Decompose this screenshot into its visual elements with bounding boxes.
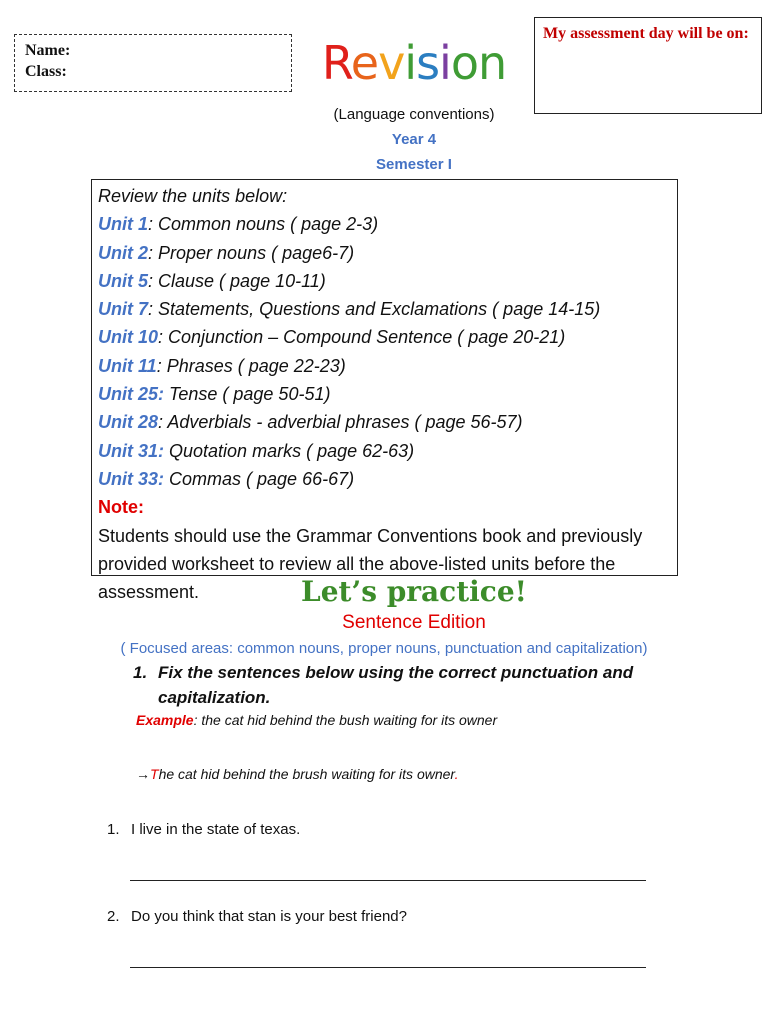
unit-name: Unit 7	[98, 299, 149, 320]
note-text: Students should use the Grammar Conventions book and previously provided worksheet to review all the above-listed units before the assessment.	[98, 525, 643, 602]
unit-item	[98, 323, 671, 351]
title-letter: n	[477, 36, 507, 90]
unit-name: Unit 1	[98, 214, 149, 235]
corrected-example	[136, 764, 458, 784]
title-letter: o	[450, 36, 478, 90]
name-label: Name:	[25, 42, 71, 59]
question-number: 2.	[107, 908, 120, 925]
instruction-number: 1.	[133, 663, 148, 682]
title-letter: R	[321, 36, 351, 90]
note-label: Note:	[98, 497, 144, 518]
unit-description: : Clause ( page 10-11)	[148, 270, 326, 291]
assessment-day-box	[534, 17, 762, 114]
unit-name: Unit 28	[98, 412, 159, 433]
review-intro: Review the units below:	[98, 186, 288, 206]
corrected-period: .	[454, 766, 459, 782]
practice-heading: Let’s practice!	[301, 575, 527, 608]
title-letter: v	[378, 36, 405, 90]
unit-name: Unit 5	[98, 270, 149, 291]
focused-areas: ( Focused areas: common nouns, proper nouns, punctuation and capitalization)	[120, 640, 648, 657]
unit-name: Unit 11	[98, 355, 157, 376]
question-text: I live in the state of texas.	[131, 821, 301, 838]
title-letter: i	[404, 36, 417, 90]
semester-label: Semester I	[376, 156, 452, 173]
example-text: : the cat hid behind the bush waiting for its owner	[193, 712, 498, 728]
question-2	[107, 906, 407, 928]
title-letter: i	[439, 36, 451, 90]
answer-line-1[interactable]	[130, 880, 646, 881]
unit-name: Unit 33:	[98, 468, 165, 489]
question-1	[107, 819, 300, 841]
unit-item	[98, 437, 671, 465]
unit-description: : Adverbials - adverbial phrases ( page 56-57)	[158, 412, 523, 433]
practice-subheading: Sentence Edition	[342, 612, 486, 633]
corrected-capital: T	[150, 766, 159, 782]
unit-description: Quotation marks ( page 62-63)	[164, 440, 415, 461]
unit-description: : Conjunction – Compound Sentence ( page 20-21)	[158, 327, 566, 348]
unit-item	[98, 465, 671, 493]
unit-item	[98, 380, 671, 408]
title-letter: s	[416, 36, 440, 90]
unit-item	[98, 352, 671, 380]
title-letter: e	[350, 36, 379, 90]
unit-description: : Phrases ( page 22-23)	[156, 355, 346, 376]
unit-list	[98, 210, 671, 493]
question-text: Do you think that stan is your best friend?	[131, 908, 407, 925]
year-label: Year 4	[391, 131, 437, 148]
unit-description: Tense ( page 50-51)	[164, 384, 331, 405]
answer-line-2[interactable]	[130, 967, 646, 968]
name-class-box	[14, 34, 292, 92]
unit-description: : Proper nouns ( page6-7)	[148, 242, 355, 263]
unit-item	[98, 295, 671, 323]
unit-name: Unit 2	[98, 242, 149, 263]
question-number: 1.	[107, 821, 120, 838]
example-line	[136, 710, 497, 730]
unit-name: Unit 31:	[98, 440, 165, 461]
unit-description: : Common nouns ( page 2-3)	[148, 214, 379, 235]
page-title	[314, 28, 514, 98]
subtitle: (Language conventions)	[333, 106, 495, 123]
assessment-day-label: My assessment day will be on:	[543, 25, 749, 42]
unit-name: Unit 25:	[98, 384, 165, 405]
unit-description: Commas ( page 66-67)	[164, 468, 355, 489]
unit-name: Unit 10	[98, 327, 159, 348]
unit-item	[98, 267, 671, 295]
example-label: Example	[136, 712, 194, 728]
instruction-text: Fix the sentences below using the correct punctuation and capitalization.	[158, 663, 634, 707]
unit-item	[98, 210, 671, 238]
unit-item	[98, 239, 671, 267]
arrow-icon: →	[136, 766, 150, 782]
unit-description: : Statements, Questions and Exclamations ( page 14-15)	[148, 299, 601, 320]
corrected-text: he cat hid behind the brush waiting for its owner	[158, 766, 455, 782]
unit-item	[98, 408, 671, 436]
class-label: Class:	[25, 63, 67, 80]
